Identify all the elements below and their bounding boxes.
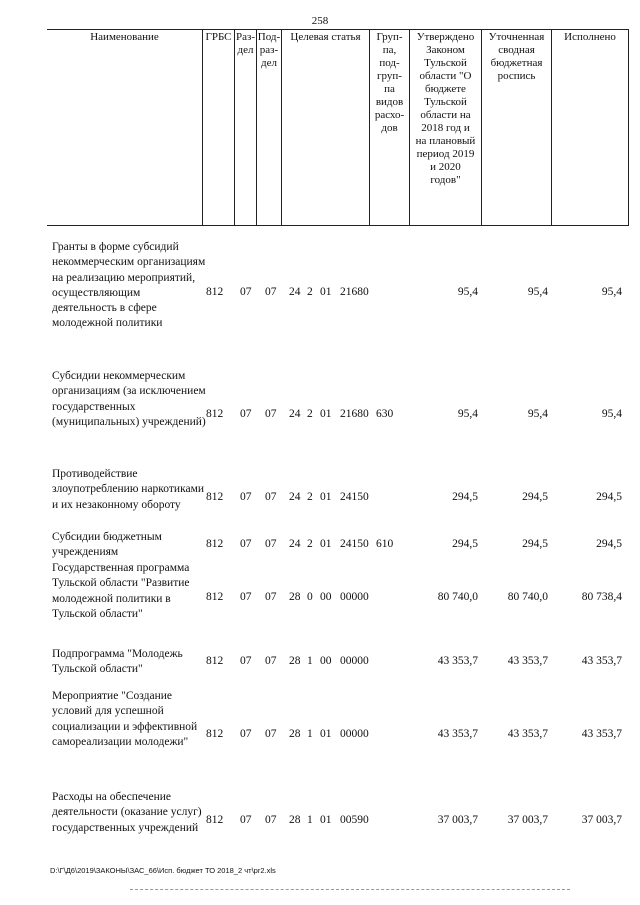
cell-refined: 37 003,7 [507, 814, 548, 826]
cell-target-2: 2 [307, 408, 313, 420]
cell-razdel: 07 [240, 538, 252, 550]
col-header-podrazdel: Под- раз- дел [256, 29, 281, 225]
cell-refined: 95,4 [527, 408, 548, 420]
col-header-expense-type: Груп- па, под- груп- па видов расхо- дов [369, 29, 409, 225]
cell-target-2: 1 [307, 655, 313, 667]
cell-razdel: 07 [240, 728, 252, 740]
cell-refined: 80 740,0 [507, 591, 548, 603]
cell-grbs: 812 [206, 491, 224, 503]
cell-approved: 43 353,7 [437, 655, 478, 667]
row-name: Субсидии некоммерческим организациям (за исключением государственных (муниципальных) учреждений) [52, 370, 206, 428]
cell-podrazdel: 07 [265, 286, 277, 298]
cell-executed: 95,4 [601, 286, 622, 298]
cell-target-1: 24 [289, 286, 301, 298]
cell-target-4: 00000 [340, 591, 369, 603]
col-header-grbs: ГРБС [202, 29, 234, 225]
cell-expense-type: 610 [376, 538, 394, 550]
cell-podrazdel: 07 [265, 728, 277, 740]
row-name: Расходы на обеспечение деятельности (оказание услуг) государственных учреждений [52, 791, 202, 834]
cell-expense-type: 630 [376, 408, 394, 420]
table-header [47, 29, 629, 225]
cell-target-1: 28 [289, 655, 301, 667]
cell-razdel: 07 [240, 286, 252, 298]
cell-executed: 294,5 [596, 491, 622, 503]
cell-target-1: 28 [289, 814, 301, 826]
scan-artifact-line [130, 889, 570, 890]
cell-approved: 43 353,7 [437, 728, 478, 740]
col-header-refined: Уточненная сводная бюджетная роспись [481, 29, 551, 225]
cell-target-2: 2 [307, 286, 313, 298]
cell-target-1: 28 [289, 728, 301, 740]
cell-target-3: 01 [320, 814, 332, 826]
row-name: Подпрограмма "Молодежь Тульской области" [52, 648, 183, 676]
cell-executed: 95,4 [601, 408, 622, 420]
cell-refined: 43 353,7 [507, 728, 548, 740]
cell-executed: 37 003,7 [581, 814, 622, 826]
cell-target-1: 24 [289, 538, 301, 550]
cell-approved: 294,5 [452, 538, 478, 550]
cell-target-1: 24 [289, 491, 301, 503]
cell-podrazdel: 07 [265, 538, 277, 550]
cell-podrazdel: 07 [265, 814, 277, 826]
cell-target-3: 00 [320, 591, 332, 603]
cell-grbs: 812 [206, 591, 224, 603]
cell-executed: 294,5 [596, 538, 622, 550]
row-name: Гранты в форме субсидий некоммерческим организациям на реализацию мероприятий, осуществляющим деятельность в сфере молодежной политики [52, 241, 206, 330]
cell-target-2: 1 [307, 728, 313, 740]
cell-target-2: 0 [307, 591, 313, 603]
col-header-razdel: Раз- дел [234, 29, 256, 225]
cell-approved: 37 003,7 [437, 814, 478, 826]
page-number: 258 [311, 15, 329, 27]
cell-target-3: 01 [320, 286, 332, 298]
cell-target-1: 28 [289, 591, 301, 603]
cell-razdel: 07 [240, 591, 252, 603]
cell-executed: 43 353,7 [581, 728, 622, 740]
cell-target-4: 00000 [340, 655, 369, 667]
cell-approved: 294,5 [452, 491, 478, 503]
row-name: Мероприятие "Создание условий для успешной социализации и эффективной самореализации молодежи" [52, 690, 198, 748]
cell-approved: 95,4 [457, 408, 478, 420]
cell-approved: 80 740,0 [437, 591, 478, 603]
col-header-executed: Исполнено [551, 29, 629, 225]
cell-target-3: 01 [320, 538, 332, 550]
row-name: Противодействие злоупотреблению наркотиками и их незаконному обороту [52, 468, 205, 511]
row-name: Государственная программа Тульской области "Развитие молодежной политики в Тульской области" [52, 562, 190, 620]
col-header-approved: Утверждено Законом Тульской области "О бюджете Тульской области на 2018 год и на плановый период 2019 и 2020 годов" [409, 29, 481, 225]
cell-refined: 43 353,7 [507, 655, 548, 667]
cell-podrazdel: 07 [265, 408, 277, 420]
cell-grbs: 812 [206, 728, 224, 740]
cell-target-4: 21680 [340, 408, 369, 420]
cell-podrazdel: 07 [265, 591, 277, 603]
cell-target-3: 01 [320, 408, 332, 420]
cell-target-3: 01 [320, 728, 332, 740]
cell-target-4: 24150 [340, 491, 369, 503]
cell-target-4: 00590 [340, 814, 369, 826]
cell-executed: 80 738,4 [581, 591, 622, 603]
cell-refined: 294,5 [522, 538, 548, 550]
cell-target-1: 24 [289, 408, 301, 420]
cell-refined: 95,4 [527, 286, 548, 298]
cell-target-2: 2 [307, 538, 313, 550]
cell-executed: 43 353,7 [581, 655, 622, 667]
row-name: Субсидии бюджетным учреждениям [52, 531, 162, 559]
cell-target-3: 00 [320, 655, 332, 667]
cell-target-2: 1 [307, 814, 313, 826]
cell-grbs: 812 [206, 538, 224, 550]
cell-grbs: 812 [206, 286, 224, 298]
cell-target-3: 01 [320, 491, 332, 503]
col-header-name: Наименование [90, 31, 159, 43]
cell-podrazdel: 07 [265, 491, 277, 503]
cell-refined: 294,5 [522, 491, 548, 503]
cell-razdel: 07 [240, 814, 252, 826]
col-header-target-article: Целевая статья [281, 29, 369, 225]
cell-target-2: 2 [307, 491, 313, 503]
cell-approved: 95,4 [457, 286, 478, 298]
cell-razdel: 07 [240, 655, 252, 667]
cell-target-4: 00000 [340, 728, 369, 740]
cell-razdel: 07 [240, 491, 252, 503]
cell-grbs: 812 [206, 814, 224, 826]
cell-razdel: 07 [240, 408, 252, 420]
cell-podrazdel: 07 [265, 655, 277, 667]
cell-grbs: 812 [206, 408, 224, 420]
cell-target-4: 24150 [340, 538, 369, 550]
cell-target-4: 21680 [340, 286, 369, 298]
table-header-bottom-border [47, 225, 629, 226]
cell-grbs: 812 [206, 655, 224, 667]
footer-file-path: D:\Г\Д6\2019\ЗАКОНЫ\ЗАС_66\Исп. бюджет ТО 2018_2 чт\pr2.xls [50, 866, 276, 875]
